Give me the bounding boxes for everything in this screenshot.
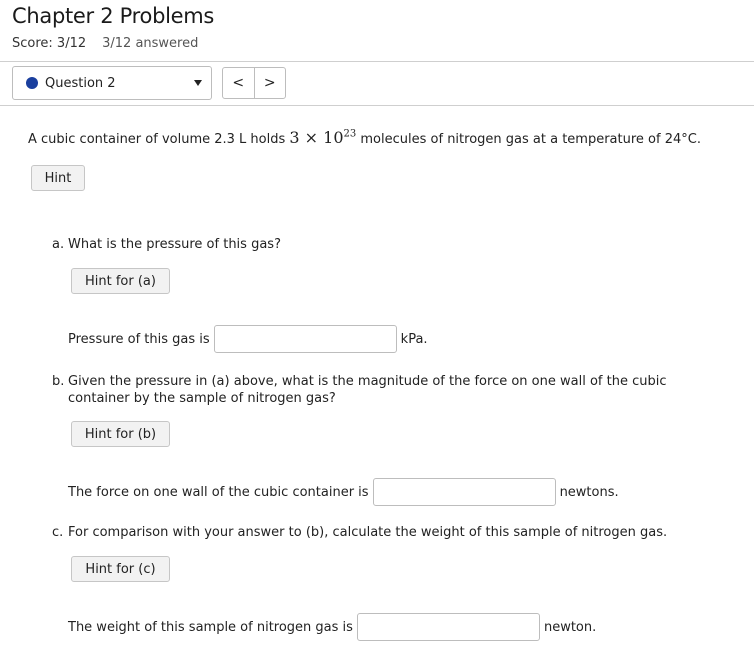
problem-statement xyxy=(28,128,701,147)
score-line xyxy=(12,36,198,51)
answer-row-b xyxy=(68,478,619,506)
part-b-label: b. xyxy=(52,374,65,389)
pressure-input[interactable] xyxy=(214,325,397,353)
weight-input[interactable] xyxy=(357,613,540,641)
score-text: Score: 3/12 xyxy=(12,36,87,51)
part-b-question-line2: container by the sample of nitrogen gas? xyxy=(68,391,336,406)
answer-c-unit: newton. xyxy=(543,619,597,635)
question-a xyxy=(52,236,281,253)
force-input[interactable] xyxy=(373,478,556,506)
math-exponent: 23 xyxy=(343,128,357,140)
part-b-question-line1: Given the pressure in (a) above, what is the magnitude of the force on one wall of the cubic xyxy=(68,374,667,389)
answer-c-prefix: The weight of this sample of nitrogen gas is xyxy=(68,619,353,635)
part-a-question: What is the pressure of this gas? xyxy=(68,237,281,252)
caret-down-icon xyxy=(194,80,202,86)
answer-row-c xyxy=(68,613,596,641)
question-nav-group xyxy=(222,67,286,99)
problem-text-after: molecules of nitrogen gas at a temperature of 24°C. xyxy=(356,132,701,147)
divider-bottom xyxy=(0,105,754,106)
answered-count: 3/12 answered xyxy=(102,36,199,51)
answer-a-unit: kPa. xyxy=(400,331,428,347)
part-a-label: a. xyxy=(52,237,65,252)
problem-text-before: A cubic container of volume 2.3 L holds xyxy=(28,132,290,147)
question-select-value: Question 2 xyxy=(45,75,116,91)
question-select[interactable] xyxy=(12,66,212,100)
question-status-dot-icon xyxy=(26,77,38,89)
part-c-question: For comparison with your answer to (b), calculate the weight of this sample of nitrogen gas. xyxy=(68,525,668,540)
answer-b-unit: newtons. xyxy=(559,484,619,500)
previous-question-button[interactable]: < xyxy=(232,75,245,91)
hint-c-button[interactable]: Hint for (c) xyxy=(71,556,170,582)
hint-b-button[interactable]: Hint for (b) xyxy=(71,421,170,447)
math-base: 10 xyxy=(323,128,344,147)
math-times: × xyxy=(304,128,319,147)
answer-b-prefix: The force on one wall of the cubic container is xyxy=(68,484,369,500)
answer-a-prefix: Pressure of this gas is xyxy=(68,331,210,347)
part-c-label: c. xyxy=(52,525,64,540)
next-question-button[interactable]: > xyxy=(254,68,286,98)
page-title: Chapter 2 Problems xyxy=(12,4,215,28)
question-c xyxy=(52,524,667,541)
problem-math xyxy=(289,128,356,147)
hint-button[interactable]: Hint xyxy=(31,165,85,191)
question-b xyxy=(52,373,692,407)
math-coef: 3 xyxy=(289,128,300,147)
divider-top xyxy=(0,61,754,62)
answer-row-a xyxy=(68,325,428,353)
hint-a-button[interactable]: Hint for (a) xyxy=(71,268,170,294)
